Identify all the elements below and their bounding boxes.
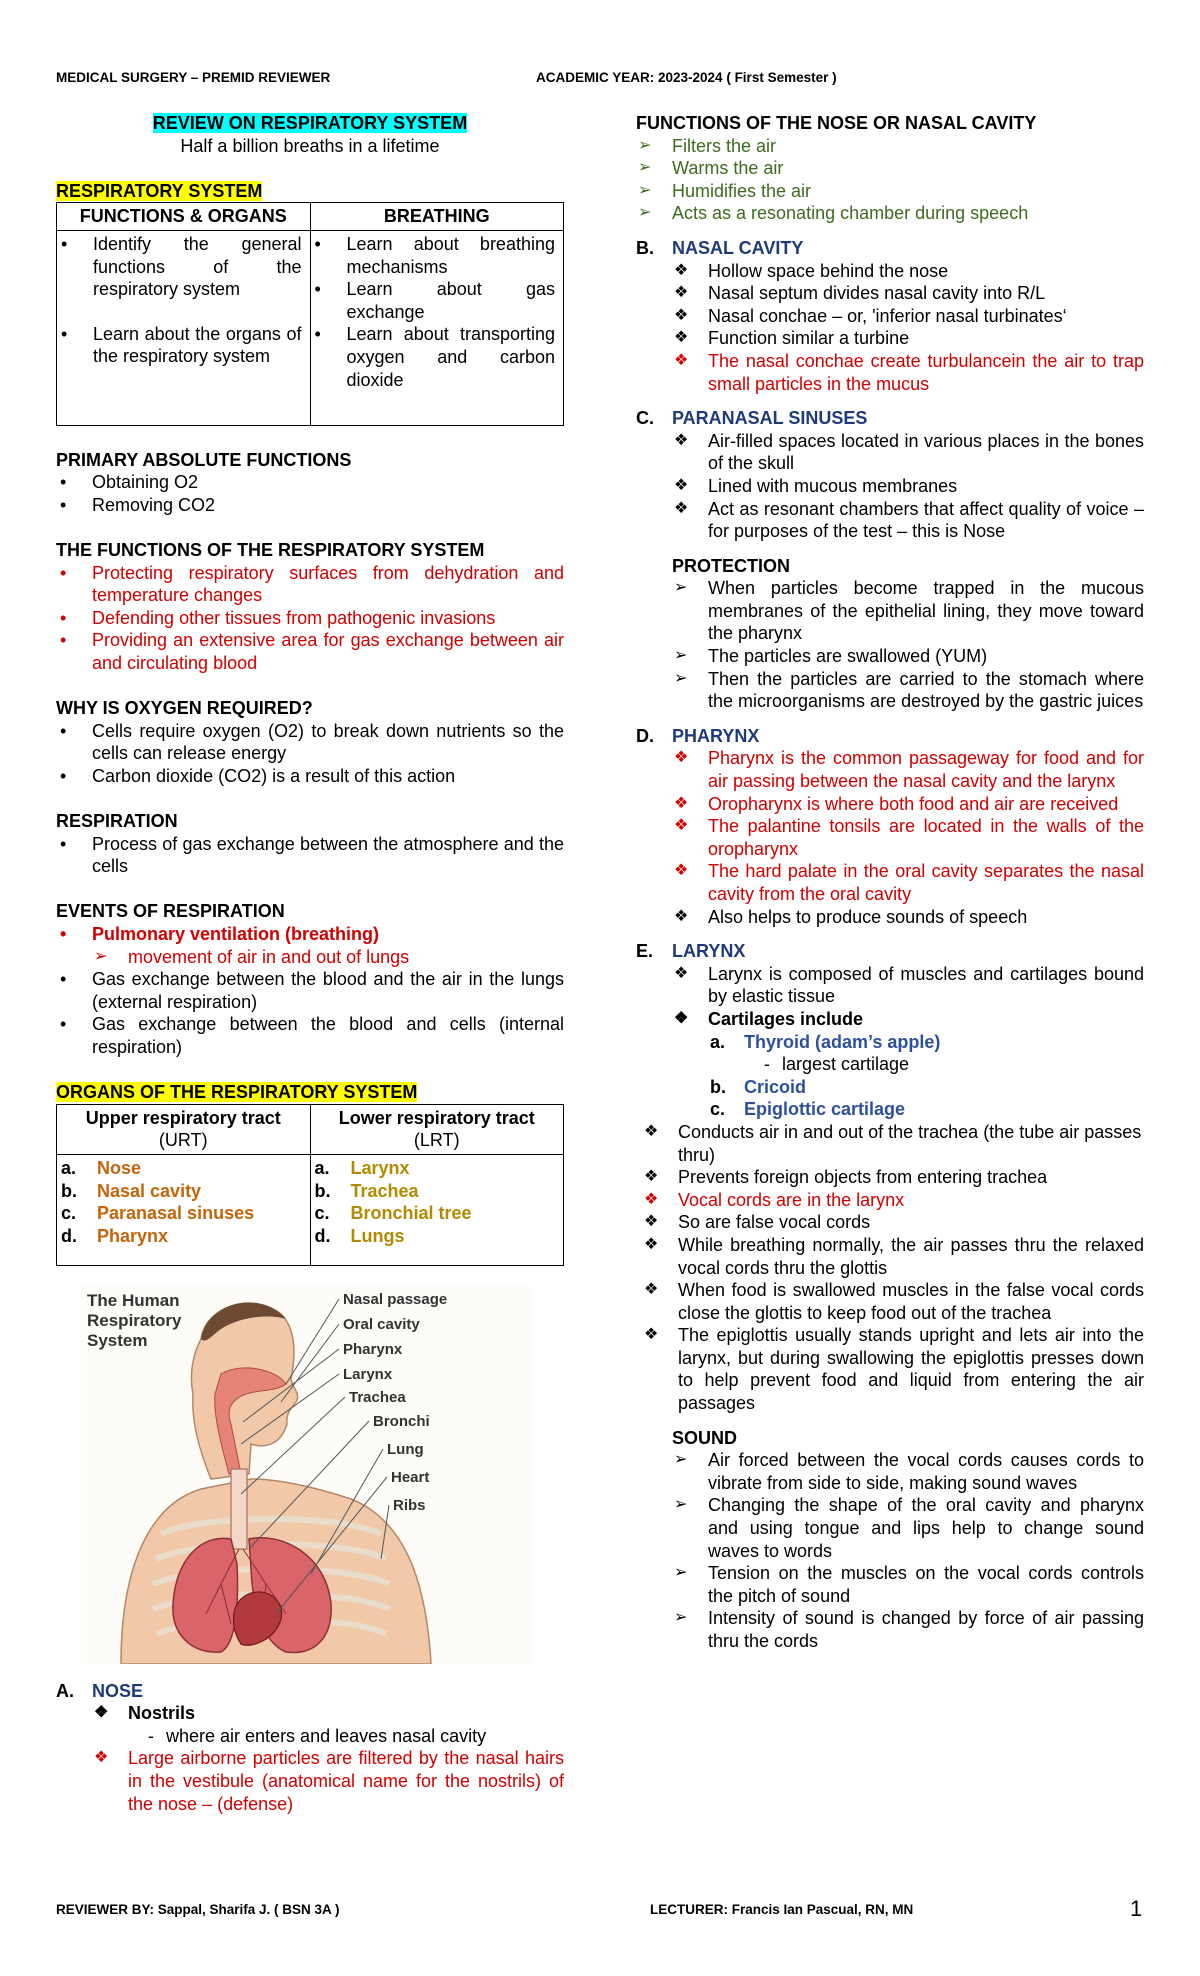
- paranasal-item: ❖ Act as resonant chambers that affect quality of voice – for purposes of the test – this is Nose: [636, 498, 1144, 543]
- figure-title-line: The Human: [87, 1290, 180, 1310]
- sound-item: ➢ Tension on the muscles on the vocal cords controls the pitch of sound: [672, 1562, 1144, 1607]
- figure-label: Lung: [387, 1440, 424, 1458]
- larynx-red-item: ❖ Vocal cords are in the larynx: [642, 1189, 1144, 1212]
- pharynx-item: ❖ Oropharynx is where both food and air are received: [636, 793, 1144, 816]
- footer-left: REVIEWER BY: Sappal, Sharifa J. ( BSN 3A ): [56, 1902, 340, 1917]
- paranasal-item: ❖ Air-filled spaces located in various places in the bones of the skull: [636, 430, 1144, 475]
- review-title: REVIEW ON RESPIRATORY SYSTEM: [152, 113, 468, 133]
- trachea-shape: [231, 1469, 247, 1549]
- sound-heading: SOUND: [672, 1427, 738, 1448]
- events-heading: EVENTS OF RESPIRATION: [56, 901, 285, 922]
- larynx-item: ❖ When food is swallowed muscles in the false vocal cords close the glottis to keep food out of the trachea: [642, 1279, 1144, 1324]
- nasal-cavity-item: ❖ Nasal septum divides nasal cavity into R/L: [636, 282, 1144, 305]
- larynx-item: ❖ Larynx is composed of muscles and cartilages bound by elastic tissue: [636, 963, 1144, 1008]
- figure-label: Larynx: [343, 1365, 393, 1383]
- figure-label: Trachea: [349, 1388, 406, 1406]
- figure-title-line: Respiratory: [87, 1310, 182, 1330]
- table1-col2-item: • Learn about transporting oxygen and carbon dioxide: [311, 323, 556, 391]
- respiration-heading: RESPIRATION: [56, 811, 178, 832]
- sound-item: ➢ Intensity of sound is changed by force of air passing thru the cords: [672, 1607, 1144, 1652]
- cartilage-cricoid: b. Cricoid: [710, 1076, 807, 1097]
- nasal-cavity-item: ❖ Hollow space behind the nose: [636, 260, 1144, 283]
- larynx-item: ❖ The epiglottis usually stands upright and lets air into the larynx, but during swallowing the epiglottis presses down to help prevent food and liquid from entering the air passages: [642, 1324, 1144, 1414]
- larynx-item: ❖ While breathing normally, the air passes thru the relaxed vocal cords thru the glottis: [642, 1234, 1144, 1279]
- urt-item: c. Paranasal sinuses: [61, 1203, 255, 1224]
- urt-item: b. Nasal cavity: [61, 1180, 202, 1201]
- oxygen-item: • Cells require oxygen (O2) to break down nutrients so the cells can release energy: [56, 720, 564, 765]
- nasal-cavity-heading: B. NASAL CAVITY: [636, 237, 804, 258]
- header-left: MEDICAL SURGERY – PREMID REVIEWER: [56, 70, 331, 85]
- events-sub-item: ➢ movement of air in and out of lungs: [56, 946, 564, 969]
- header-right: ACADEMIC YEAR: 2023-2024 ( First Semester ): [536, 70, 837, 85]
- nasal-cavity-red-item: ❖ The nasal conchae create turbulancein the air to trap small particles in the mucus: [636, 350, 1144, 395]
- figure-label: Oral cavity: [343, 1315, 420, 1333]
- organs-heading: ORGANS OF THE RESPIRATORY SYSTEM: [56, 1082, 418, 1103]
- table1-col2-item: • Learn about gas exchange: [311, 278, 556, 323]
- urt-item: a. Nose: [61, 1157, 142, 1178]
- paranasal-item: ❖ Lined with mucous membranes: [636, 475, 1144, 498]
- nose-red-item: ❖ Large airborne particles are filtered by the nasal hairs in the vestibule (anatomical name for the nostrils) of the nose – (defense): [56, 1747, 564, 1815]
- protection-item: ➢ The particles are swallowed (YUM): [672, 645, 1144, 668]
- nose-function-item: ➢ Humidifies the air: [636, 180, 1144, 203]
- oxygen-heading: WHY IS OXYGEN REQUIRED?: [56, 698, 313, 719]
- urt-item: d. Pharynx: [61, 1225, 169, 1246]
- nose-function-item: ➢ Warms the air: [636, 157, 1144, 180]
- nose-section-heading: A. NOSE: [56, 1680, 144, 1701]
- respiratory-system-figure: [81, 1284, 531, 1664]
- nose-function-item: ➢ Acts as a resonating chamber during speech: [636, 202, 1144, 225]
- pharynx-item: ❖ The palantine tonsils are located in the walls of the oropharynx: [636, 815, 1144, 860]
- nasal-cavity-item: ❖ Function similar a turbine: [636, 327, 1144, 350]
- table1-col2-item: • Learn about breathing mechanisms: [311, 233, 556, 278]
- respiration-item: • Process of gas exchange between the atmosphere and the cells: [56, 833, 564, 878]
- review-subtitle: Half a billion breaths in a lifetime: [180, 135, 440, 156]
- right-column: [636, 112, 1144, 1653]
- cartilages-item: ❖ Cartilages include: [636, 1008, 1144, 1031]
- larynx-item: ❖ Prevents foreign objects from entering trachea: [642, 1166, 1144, 1189]
- figure-label: Pharynx: [343, 1340, 403, 1358]
- larynx-heading: E. LARYNX: [636, 941, 746, 962]
- events-item: • Gas exchange between the blood and cells (internal respiration): [56, 1013, 564, 1058]
- nostrils-item: ❖ Nostrils: [56, 1702, 564, 1725]
- table1-col1-head: FUNCTIONS & ORGANS: [57, 203, 311, 231]
- footer-right: LECTURER: Francis Ian Pascual, RN, MN: [650, 1902, 914, 1917]
- pharynx-item: ❖ Pharynx is the common passageway for food and for air passing between the nasal cavity and the larynx: [636, 747, 1144, 792]
- respiratory-system-heading: RESPIRATORY SYSTEM: [56, 180, 263, 201]
- figure-label: Bronchi: [373, 1412, 430, 1430]
- organs-table: [56, 1104, 564, 1266]
- urt-head: Upper respiratory tract: [85, 1107, 281, 1128]
- thyroid-sub: - largest cartilage: [672, 1053, 1144, 1076]
- figure-label: Heart: [391, 1468, 430, 1486]
- paranasal-heading: C. PARANASAL SINUSES: [636, 408, 868, 429]
- lrt-item: d. Lungs: [314, 1225, 405, 1246]
- pharynx-item: ❖ The hard palate in the oral cavity separates the nasal cavity from the oral cavity: [636, 860, 1144, 905]
- table1-col1-item: • Identify the general functions of the respiratory system: [57, 233, 302, 301]
- functions-item: • Protecting respiratory surfaces from dehydration and temperature changes: [56, 562, 564, 607]
- table1-col1-item: • Learn about the organs of the respiratory system: [57, 323, 302, 368]
- page-number: 1: [1130, 1896, 1143, 1921]
- lrt-item: c. Bronchial tree: [314, 1203, 472, 1224]
- functions-item: • Defending other tissues from pathogenic invasions: [56, 607, 564, 630]
- pharynx-heading: D. PHARYNX: [636, 725, 760, 746]
- events-item-ventilation: • Pulmonary ventilation (breathing): [56, 923, 564, 946]
- figure-label: Nasal passage: [343, 1290, 448, 1308]
- table1-col2-head: BREATHING: [310, 203, 564, 231]
- protection-heading: PROTECTION: [672, 555, 791, 576]
- primary-item: • Removing CO2: [56, 494, 564, 517]
- lrt-sub: (LRT): [413, 1130, 460, 1151]
- lrt-item: a. Larynx: [314, 1157, 410, 1178]
- figure-label: Ribs: [393, 1496, 426, 1514]
- sound-item: ➢ Changing the shape of the oral cavity and pharynx and using tongue and lips help to change sound waves to words: [672, 1494, 1144, 1562]
- nose-functions-heading: FUNCTIONS OF THE NOSE OR NASAL CAVITY: [636, 113, 1037, 133]
- nasal-cavity-item: ❖ Nasal conchae – or, 'inferior nasal turbinates‘: [636, 305, 1144, 328]
- lrt-head: Lower respiratory tract: [338, 1107, 535, 1128]
- nose-function-item: ➢ Filters the air: [636, 135, 1144, 158]
- pharynx-item: ❖ Also helps to produce sounds of speech: [636, 906, 1144, 929]
- sound-item: ➢ Air forced between the vocal cords causes cords to vibrate from side to side, making sound waves: [672, 1449, 1144, 1494]
- primary-item: • Obtaining O2: [56, 471, 564, 494]
- left-column: [56, 112, 564, 1815]
- functions-item: • Providing an extensive area for gas exchange between air and circulating blood: [56, 629, 564, 674]
- larynx-item: ❖ Conducts air in and out of the trachea (the tube air passes thru): [642, 1121, 1144, 1166]
- oxygen-item: • Carbon dioxide (CO2) is a result of this action: [56, 765, 564, 788]
- cartilage-epiglottic: c. Epiglottic cartilage: [710, 1099, 906, 1120]
- protection-item: ➢ When particles become trapped in the mucous membranes of the epithelial lining, they move toward the pharynx: [672, 577, 1144, 645]
- primary-functions-heading: PRIMARY ABSOLUTE FUNCTIONS: [56, 449, 352, 470]
- functions-breathing-table: [56, 202, 564, 426]
- events-item: • Gas exchange between the blood and the air in the lungs (external respiration): [56, 968, 564, 1013]
- figure-title-line: System: [87, 1330, 148, 1350]
- urt-sub: (URT): [158, 1130, 208, 1151]
- larynx-item: ❖ So are false vocal cords: [642, 1211, 1144, 1234]
- cartilage-thyroid: a. Thyroid (adam’s apple): [710, 1031, 941, 1052]
- nostrils-sub: - where air enters and leaves nasal cavity: [56, 1725, 564, 1748]
- protection-item: ➢ Then the particles are carried to the stomach where the microorganisms are destroyed by the gastric juices: [672, 668, 1144, 713]
- lrt-item: b. Trachea: [314, 1180, 419, 1201]
- functions-heading: THE FUNCTIONS OF THE RESPIRATORY SYSTEM: [56, 539, 485, 560]
